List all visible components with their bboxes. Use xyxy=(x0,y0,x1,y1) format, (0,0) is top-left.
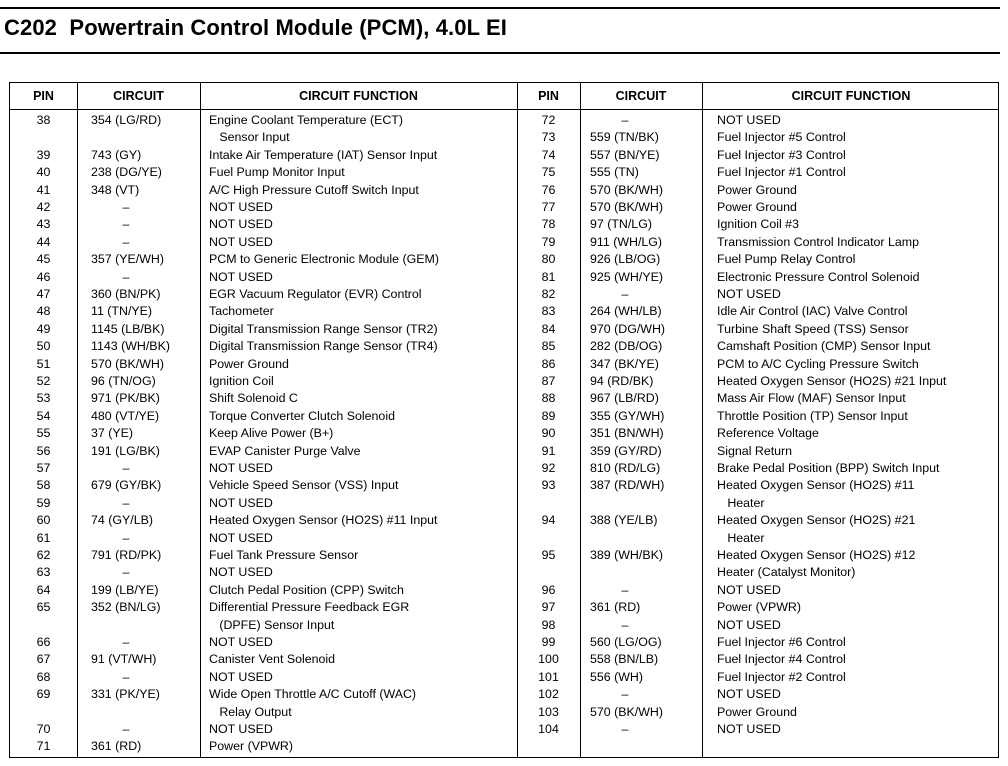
table-row xyxy=(10,147,998,164)
circuit-code: 199 (LB/YE) xyxy=(91,582,159,597)
table-row xyxy=(10,738,998,755)
circuit-code: 570 (BK/WH) xyxy=(91,356,164,371)
pin-number: 103 xyxy=(538,704,559,719)
circuit-code: 911 (WH/LG) xyxy=(590,234,663,249)
circuit-code: 743 (GY) xyxy=(91,147,142,162)
table-row xyxy=(10,721,998,738)
circuit-function: EGR Vacuum Regulator (EVR) Control xyxy=(209,287,422,301)
circuit-code: – xyxy=(122,530,130,545)
pin-number: 90 xyxy=(541,426,556,441)
circuit-code: 1145 (LB/BK) xyxy=(91,321,165,336)
table-row xyxy=(10,234,998,251)
pin-number: 86 xyxy=(541,356,556,371)
circuit-function: Shift Solenoid C xyxy=(209,391,298,406)
circuit-code: 74 (GY/LB) xyxy=(91,513,153,528)
pin-number: 73 xyxy=(541,130,556,145)
circuit-function: NOT USED xyxy=(717,617,781,632)
circuit-code: – xyxy=(122,565,130,580)
circuit-function: Transmission Control Indicator Lamp xyxy=(717,234,920,249)
table-row xyxy=(10,269,998,286)
circuit-code: – xyxy=(122,234,130,249)
pin-number: 79 xyxy=(541,234,556,249)
circuit-code: 926 (LB/OG) xyxy=(590,252,661,267)
circuit-code: 94 (RD/BK) xyxy=(590,374,654,388)
circuit-code: 96 (TN/OG) xyxy=(91,374,156,388)
circuit-function: Vehicle Speed Sensor (VSS) Input xyxy=(209,478,399,493)
circuit-function: Electronic Pressure Control Solenoid xyxy=(717,269,920,284)
pin-number: 63 xyxy=(36,565,51,580)
pin-number: 47 xyxy=(36,287,51,301)
pin-number: 100 xyxy=(538,652,559,667)
circuit-function: Clutch Pedal Position (CPP) Switch xyxy=(209,582,404,597)
circuit-function: Fuel Injector #3 Control xyxy=(717,147,846,162)
pin-number: 99 xyxy=(541,635,556,649)
circuit-code: 570 (BK/WH) xyxy=(590,200,663,214)
circuit-code: – xyxy=(122,200,130,214)
circuit-function: NOT USED xyxy=(209,200,273,214)
table-row xyxy=(10,251,998,268)
table-row xyxy=(10,373,998,390)
table-row xyxy=(10,669,998,686)
circuit-function: Fuel Tank Pressure Sensor xyxy=(209,548,359,562)
circuit-code: 560 (LG/OG) xyxy=(590,635,662,649)
pin-number: 82 xyxy=(541,287,556,301)
circuit-function: Sensor Input xyxy=(209,130,290,145)
circuit-code: – xyxy=(122,461,130,475)
circuit-code: – xyxy=(122,495,130,510)
circuit-code: 359 (GY/RD) xyxy=(590,443,662,458)
pin-number: 78 xyxy=(541,217,556,232)
circuit-code: 331 (PK/YE) xyxy=(91,687,160,702)
circuit-code: – xyxy=(621,617,629,632)
pin-number: 72 xyxy=(541,113,556,127)
circuit-code: 558 (BN/LB) xyxy=(590,652,659,667)
circuit-function: NOT USED xyxy=(717,687,781,702)
circuit-function: NOT USED xyxy=(209,234,273,249)
circuit-function: Heated Oxygen Sensor (HO2S) #21 xyxy=(717,513,916,528)
circuit-code: – xyxy=(122,269,130,284)
circuit-code: 360 (BN/PK) xyxy=(91,287,161,301)
circuit-code: 810 (RD/LG) xyxy=(590,461,661,475)
table-row xyxy=(10,112,998,129)
circuit-function: Fuel Pump Relay Control xyxy=(717,252,856,267)
circuit-code: 282 (DB/OG) xyxy=(590,339,663,354)
circuit-function: NOT USED xyxy=(209,722,273,736)
table-row xyxy=(10,321,998,338)
table-row xyxy=(10,390,998,407)
circuit-code: 559 (TN/BK) xyxy=(590,130,659,145)
circuit-function: Power (VPWR) xyxy=(209,739,293,754)
top-rule xyxy=(0,7,1000,9)
circuit-code: 389 (WH/BK) xyxy=(590,548,663,562)
table-row xyxy=(10,303,998,320)
pin-number: 49 xyxy=(36,321,51,336)
header-separator xyxy=(10,109,998,110)
pin-number: 80 xyxy=(541,252,556,267)
circuit-function: Heater (Catalyst Monitor) xyxy=(717,565,856,580)
pin-number: 45 xyxy=(36,252,51,267)
circuit-code: 37 (YE) xyxy=(91,426,134,441)
circuit-function: Keep Alive Power (B+) xyxy=(209,426,334,441)
circuit-code: 357 (YE/WH) xyxy=(91,252,164,267)
pin-number: 51 xyxy=(36,356,51,371)
page-title: C202 Powertrain Control Module (PCM), 4.0L EI xyxy=(4,15,507,40)
circuit-code: – xyxy=(621,722,629,736)
pin-number: 76 xyxy=(541,182,556,197)
circuit-code: – xyxy=(122,635,130,649)
circuit-code: 354 (LG/RD) xyxy=(91,113,162,127)
circuit-function: Canister Vent Solenoid xyxy=(209,652,336,667)
table-row xyxy=(10,216,998,233)
circuit-function: Power Ground xyxy=(717,704,797,719)
header-pin-right: PIN xyxy=(538,89,559,103)
table-row xyxy=(10,564,998,581)
circuit-code: 238 (DG/YE) xyxy=(91,165,162,180)
table-row xyxy=(10,634,998,651)
circuit-function: NOT USED xyxy=(717,287,781,301)
circuit-function: Relay Output xyxy=(209,704,292,719)
header-function-right: CIRCUIT FUNCTION xyxy=(791,89,911,103)
pin-number: 43 xyxy=(36,217,51,232)
header-pin-left: PIN xyxy=(33,89,54,103)
pin-number: 56 xyxy=(36,443,51,458)
circuit-function: NOT USED xyxy=(209,217,273,232)
table-row xyxy=(10,408,998,425)
pin-number: 61 xyxy=(36,530,51,545)
circuit-code: – xyxy=(122,722,130,736)
circuit-function: NOT USED xyxy=(209,530,273,545)
table-row xyxy=(10,425,998,442)
table-row xyxy=(10,356,998,373)
pin-number: 97 xyxy=(541,600,556,615)
table-row xyxy=(10,704,998,721)
circuit-function: NOT USED xyxy=(209,635,273,649)
circuit-function: Heated Oxygen Sensor (HO2S) #21 Input xyxy=(717,374,947,388)
circuit-code: 97 (TN/LG) xyxy=(590,217,652,232)
circuit-function: Heater xyxy=(717,530,765,545)
circuit-code: – xyxy=(122,217,130,232)
circuit-code: 361 (RD) xyxy=(91,739,142,754)
circuit-code: 91 (VT/WH) xyxy=(91,652,157,667)
circuit-code: 971 (PK/BK) xyxy=(91,391,160,406)
circuit-code: – xyxy=(621,582,629,597)
pin-number: 42 xyxy=(36,200,51,214)
pin-number: 91 xyxy=(541,443,556,458)
circuit-function: Fuel Injector #2 Control xyxy=(717,669,846,684)
circuit-function: Digital Transmission Range Sensor (TR4) xyxy=(209,339,438,354)
circuit-function: NOT USED xyxy=(717,582,781,597)
table-row xyxy=(10,129,998,146)
circuit-code: – xyxy=(621,687,629,702)
circuit-code: 791 (RD/PK) xyxy=(91,548,162,562)
pin-number: 87 xyxy=(541,374,556,388)
circuit-code: 361 (RD) xyxy=(590,600,641,615)
circuit-code: 352 (BN/LG) xyxy=(91,600,161,615)
circuit-code: 264 (WH/LB) xyxy=(590,304,662,319)
table-row xyxy=(10,495,998,512)
header-circuit-right: CIRCUIT xyxy=(615,89,667,103)
pin-number: 40 xyxy=(36,165,51,180)
circuit-function: Mass Air Flow (MAF) Sensor Input xyxy=(717,391,906,406)
table-row xyxy=(10,338,998,355)
pin-number: 44 xyxy=(36,234,51,249)
circuit-code: 557 (BN/YE) xyxy=(590,147,660,162)
pin-number: 46 xyxy=(36,269,51,284)
pin-number: 66 xyxy=(36,635,51,649)
circuit-function: NOT USED xyxy=(209,669,273,684)
pin-number: 55 xyxy=(36,426,51,441)
circuit-function: NOT USED xyxy=(209,269,273,284)
pin-number: 48 xyxy=(36,304,51,319)
table-row xyxy=(10,582,998,599)
pin-number: 77 xyxy=(541,200,556,214)
circuit-function: Power Ground xyxy=(717,182,797,197)
pin-number: 101 xyxy=(538,669,559,684)
pin-number: 75 xyxy=(541,165,556,180)
circuit-function: Power Ground xyxy=(717,200,797,214)
pin-number: 67 xyxy=(36,652,51,667)
circuit-function: Torque Converter Clutch Solenoid xyxy=(209,408,395,423)
pin-number: 64 xyxy=(36,582,51,597)
pin-number: 38 xyxy=(36,113,51,127)
pin-number: 41 xyxy=(36,182,51,197)
pin-number: 102 xyxy=(538,687,559,702)
pin-number: 52 xyxy=(36,374,51,388)
circuit-function: Fuel Injector #1 Control xyxy=(717,165,846,180)
table-row xyxy=(10,164,998,181)
pin-number: 69 xyxy=(36,687,51,702)
table-row xyxy=(10,286,998,303)
circuit-function: Fuel Injector #5 Control xyxy=(717,130,846,145)
pin-number: 74 xyxy=(541,147,556,162)
pin-number: 104 xyxy=(538,722,559,736)
pin-number: 92 xyxy=(541,461,556,475)
pin-number: 84 xyxy=(541,321,556,336)
circuit-function: Reference Voltage xyxy=(717,426,819,441)
table-row xyxy=(10,686,998,703)
circuit-function: NOT USED xyxy=(209,461,273,475)
circuit-function: Idle Air Control (IAC) Valve Control xyxy=(717,304,908,319)
circuit-function: NOT USED xyxy=(209,565,273,580)
circuit-function: Ignition Coil xyxy=(209,374,274,388)
header-function-left: CIRCUIT FUNCTION xyxy=(299,89,418,103)
circuit-code: 556 (WH) xyxy=(590,669,644,684)
circuit-code: – xyxy=(122,669,130,684)
circuit-function: Ignition Coil #3 xyxy=(717,217,799,232)
circuit-function: Brake Pedal Position (BPP) Switch Input xyxy=(717,461,940,475)
circuit-function: PCM to A/C Cycling Pressure Switch xyxy=(717,356,919,371)
header-circuit-left: CIRCUIT xyxy=(113,89,164,103)
table-row xyxy=(10,651,998,668)
circuit-code: 570 (BK/WH) xyxy=(590,182,663,197)
circuit-function: Heated Oxygen Sensor (HO2S) #12 xyxy=(717,548,916,562)
table-row xyxy=(10,547,998,564)
circuit-function: A/C High Pressure Cutoff Switch Input xyxy=(209,182,419,197)
circuit-code: 925 (WH/YE) xyxy=(590,269,663,284)
circuit-function: Turbine Shaft Speed (TSS) Sensor xyxy=(717,321,909,336)
pin-number: 68 xyxy=(36,669,51,684)
circuit-code: 388 (YE/LB) xyxy=(590,513,658,528)
circuit-function: (DPFE) Sensor Input xyxy=(209,617,335,632)
pin-number: 54 xyxy=(36,408,51,423)
pin-number: 57 xyxy=(36,461,51,475)
circuit-code: 347 (BK/YE) xyxy=(590,356,659,371)
table-row xyxy=(10,617,998,634)
circuit-code: 191 (LG/BK) xyxy=(91,443,160,458)
circuit-code: 679 (GY/BK) xyxy=(91,478,162,493)
pin-number: 94 xyxy=(541,513,556,528)
circuit-code: 1143 (WH/BK) xyxy=(91,339,170,354)
circuit-function: NOT USED xyxy=(717,113,781,127)
pin-number: 50 xyxy=(36,339,51,354)
table-row xyxy=(10,530,998,547)
pin-number: 59 xyxy=(36,495,51,510)
circuit-function: Power Ground xyxy=(209,356,289,371)
circuit-function: Heated Oxygen Sensor (HO2S) #11 Input xyxy=(209,513,438,528)
pin-number: 89 xyxy=(541,408,556,423)
pin-number: 65 xyxy=(36,600,51,615)
table-row xyxy=(10,443,998,460)
circuit-function: Heated Oxygen Sensor (HO2S) #11 xyxy=(717,478,915,493)
circuit-function: EVAP Canister Purge Valve xyxy=(209,443,361,458)
circuit-code: 555 (TN) xyxy=(590,165,639,180)
circuit-function: Wide Open Throttle A/C Cutoff (WAC) xyxy=(209,687,417,702)
circuit-code: 355 (GY/WH) xyxy=(590,408,665,423)
circuit-code: 570 (BK/WH) xyxy=(590,704,663,719)
table-row xyxy=(10,182,998,199)
pin-number: 88 xyxy=(541,391,556,406)
pinout-table xyxy=(9,82,999,758)
pin-number: 62 xyxy=(36,548,51,562)
circuit-code: 480 (VT/YE) xyxy=(91,408,160,423)
circuit-code: – xyxy=(621,287,629,301)
circuit-function: Camshaft Position (CMP) Sensor Input xyxy=(717,339,931,354)
pin-number: 95 xyxy=(541,548,556,562)
pin-number: 71 xyxy=(36,739,51,754)
circuit-function: Signal Return xyxy=(717,443,793,458)
circuit-function: Intake Air Temperature (IAT) Sensor Input xyxy=(209,147,438,162)
pin-number: 83 xyxy=(541,304,556,319)
circuit-code: – xyxy=(621,113,629,127)
circuit-code: 348 (VT) xyxy=(91,182,140,197)
circuit-function: Throttle Position (TP) Sensor Input xyxy=(717,408,908,423)
circuit-code: 967 (LB/RD) xyxy=(590,391,659,406)
circuit-function: PCM to Generic Electronic Module (GEM) xyxy=(209,252,439,267)
circuit-function: Tachometer xyxy=(209,304,274,319)
table-row xyxy=(10,477,998,494)
pin-number: 58 xyxy=(36,478,51,493)
pin-number: 39 xyxy=(36,147,51,162)
pin-number: 96 xyxy=(541,582,556,597)
pin-number: 81 xyxy=(541,269,556,284)
circuit-function: Power (VPWR) xyxy=(717,600,801,615)
pin-number: 60 xyxy=(36,513,51,528)
circuit-code: 970 (DG/WH) xyxy=(590,321,666,336)
circuit-code: 387 (RD/WH) xyxy=(590,478,665,493)
circuit-function: Fuel Pump Monitor Input xyxy=(209,165,345,180)
circuit-code: 351 (BN/WH) xyxy=(590,426,664,441)
pin-number: 98 xyxy=(541,617,556,632)
title-underline xyxy=(0,52,1000,54)
pin-number: 53 xyxy=(36,391,51,406)
circuit-function: NOT USED xyxy=(717,722,781,736)
circuit-function: Fuel Injector #4 Control xyxy=(717,652,846,667)
circuit-function: Digital Transmission Range Sensor (TR2) xyxy=(209,321,438,336)
circuit-function: Fuel Injector #6 Control xyxy=(717,635,846,649)
table-row xyxy=(10,199,998,216)
pin-number: 93 xyxy=(541,478,556,493)
table-row xyxy=(10,599,998,616)
pin-number: 70 xyxy=(36,722,51,736)
circuit-function: Differential Pressure Feedback EGR xyxy=(209,600,410,615)
circuit-function: NOT USED xyxy=(209,495,273,510)
circuit-code: 11 (TN/YE) xyxy=(91,304,153,319)
table-row xyxy=(10,512,998,529)
table-row xyxy=(10,460,998,477)
circuit-function: Engine Coolant Temperature (ECT) xyxy=(209,113,403,127)
circuit-function: Heater xyxy=(717,495,765,510)
pin-number: 85 xyxy=(541,339,556,354)
